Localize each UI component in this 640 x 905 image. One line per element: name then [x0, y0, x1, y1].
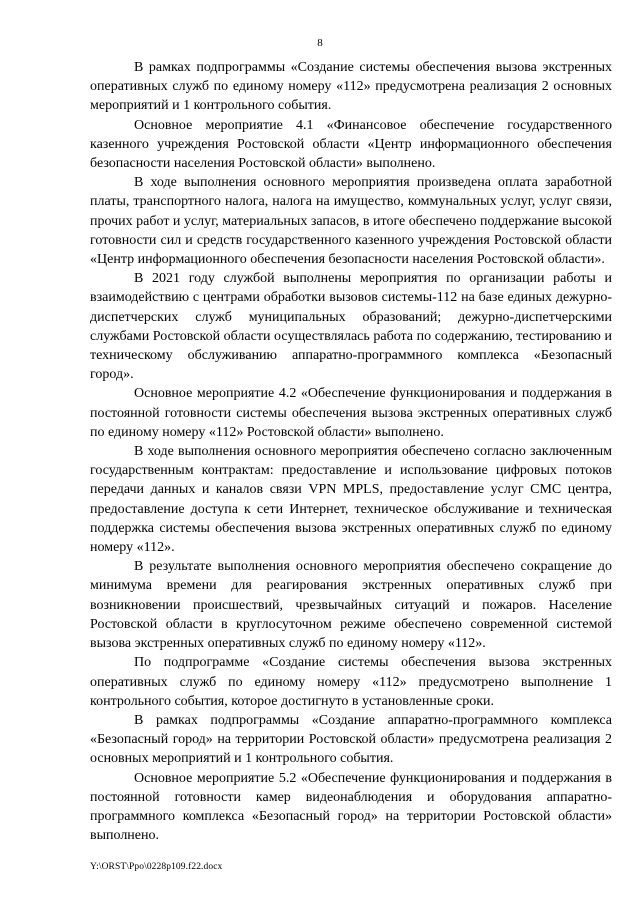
paragraph: Основное мероприятие 4.2 «Обеспечение функционирования и поддержания в постоянной готовности системы обеспечения вызова экстренных оперативных служб по единому номеру «112» Ростовской области» выполнено.: [90, 386, 612, 440]
paragraph: В 2021 году службой выполнены мероприятия по организации работы и взаимодействию с центрами обработки вызовов системы-112 на базе единых дежурно-диспетчерских служб муниципальных образований; дежурно-диспетчерскими службами Ростовской области осуществлялась работа по содержанию, тестированию и техническому обслуживанию аппаратно-программного комплекса «Безопасный город».: [90, 271, 612, 383]
paragraph: Основное мероприятие 5.2 «Обеспечение функционирования и поддержания в постоянной готовности камер видеонаблюдения и оборудования аппаратно-программного комплекса «Безопасный город» на территории Ростовской области» выполнено.: [90, 770, 612, 844]
paragraph: В результате выполнения основного мероприятия обеспечено сокращение до минимума времени для реагирования экстренных оперативных служб при возникновении происшествий, чрезвычайных ситуаций и пожаров. Население Ростовской области в круглосуточном режиме обеспечено современной системой вызова экстренных оперативных служб по единому номеру «112».: [90, 559, 612, 652]
paragraph: Основное мероприятие 4.1 «Финансовое обеспечение государственного казенного учреждения Ростовской области «Центр информационного обеспечения безопасности населения Ростовской области» выполнено.: [90, 117, 612, 172]
page-number: 8: [317, 37, 323, 49]
footer-file-path: Y:\ORST\Ppo\0228p109.f22.docx: [90, 862, 223, 872]
paragraph: По подпрограмме «Создание системы обеспечения вызова экстренных оперативных служб по единому номеру «112» предусмотрено выполнение 1 контрольного события, которое достигнуто в установленные сроки.: [90, 655, 612, 709]
paragraph: В рамках подпрограммы «Создание системы обеспечения вызова экстренных оперативных служб по единому номеру «112» предусмотрена реализация 2 основных мероприятий и 1 контрольного события.: [90, 60, 612, 114]
paragraph: В ходе выполнения основного мероприятия произведена оплата заработной платы, транспортного налога, налога на имущество, коммунальных услуг, услуг связи, прочих работ и услуг, материальных запасов, в итоге обеспечено поддержание высокой готовности сил и средств государственного казенного учреждения Ростовской области «Центр информационного обеспечения безопасности населения Ростовской области».: [90, 175, 612, 268]
document-body: [90, 58, 612, 845]
paragraph: В рамках подпрограммы «Создание аппаратно-программного комплекса «Безопасный город» на территории Ростовской области» предусмотрена реализация 2 основных мероприятий и 1 контрольного события.: [90, 712, 612, 767]
paragraph: В ходе выполнения основного мероприятия обеспечено согласно заключенным государственным контрактам: предоставление и использование цифровых потоков передачи данных и каналов связи VPN MPLS, предоставление услуг СМС центра, предоставление доступа к сети Интернет, техническое обслуживание и техническая поддержка системы обеспечения вызова экстренных оперативных служб по единому номеру «112».: [90, 444, 612, 556]
